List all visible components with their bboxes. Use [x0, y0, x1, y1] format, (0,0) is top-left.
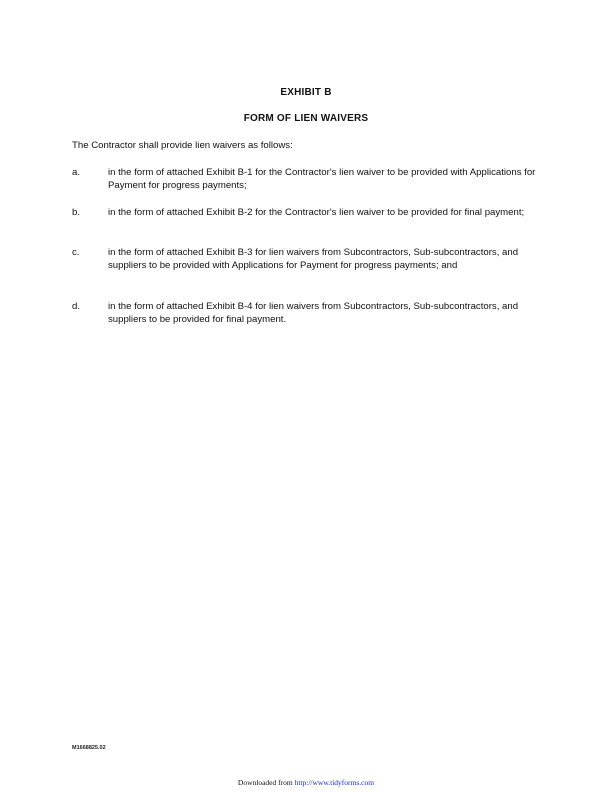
list-item-text: in the form of attached Exhibit B-3 for lien waivers from Subcontractors, Sub-subcontractors, and suppliers to be provided with Applications for Payment for progress payments; and	[108, 247, 519, 272]
footer-prefix: Downloaded from	[237, 778, 295, 787]
list-item-text: in the form of attached Exhibit B-4 for lien waivers from Subcontractors, Sub-subcontractors, and suppliers to be provided for final payment.	[108, 301, 519, 326]
list-item-label: d.	[72, 301, 81, 312]
list-item-text: in the form of attached Exhibit B-1 for the Contractor's lien waiver to be provided with Applications for Payment for progress payments;	[108, 167, 536, 192]
download-footer	[0, 778, 612, 787]
document-title: EXHIBIT B	[280, 87, 332, 98]
list-item-text: in the form of attached Exhibit B-2 for the Contractor's lien waiver to be provided for final payment;	[108, 207, 525, 218]
document-id: M1668825.02	[72, 745, 106, 751]
intro-paragraph: The Contractor shall provide lien waivers as follows:	[72, 140, 293, 151]
document-subtitle: FORM OF LIEN WAIVERS	[243, 113, 369, 124]
list-item-label: c.	[72, 247, 80, 258]
footer-link[interactable]: http://www.tidyforms.com	[294, 778, 375, 787]
list-item-label: a.	[72, 167, 81, 178]
list-item-label: b.	[72, 207, 81, 218]
